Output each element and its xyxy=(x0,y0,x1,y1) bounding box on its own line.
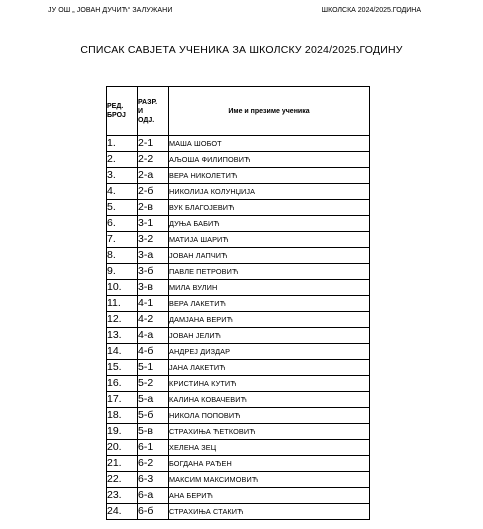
table-row xyxy=(107,488,370,504)
row-number: 12. xyxy=(107,312,138,328)
table-row xyxy=(107,408,370,424)
row-class: 3-б xyxy=(138,264,169,280)
column-header-name: Име и презиме ученика xyxy=(169,87,370,136)
table-row xyxy=(107,376,370,392)
row-number: 20. xyxy=(107,440,138,456)
row-number: 22. xyxy=(107,472,138,488)
row-class: 5-а xyxy=(138,392,169,408)
row-student-name: АЉОША ФИЛИПОВИЋ xyxy=(169,152,370,168)
row-class: 2-в xyxy=(138,200,169,216)
school-year: ШКОЛСКА 2024/2025.ГОДИНА xyxy=(321,7,421,14)
row-class: 4-2 xyxy=(138,312,169,328)
column-header-number xyxy=(107,87,138,136)
row-student-name: МАТИЈА ШАРИЋ xyxy=(169,232,370,248)
row-student-name: МАША ШОБОТ xyxy=(169,136,370,152)
row-student-name: ЈОВАН ЈЕЛИЋ xyxy=(169,328,370,344)
column-header-number-line: РЕД. xyxy=(107,103,124,110)
column-header-class-line: РАЗР. xyxy=(138,98,158,106)
document-title: СПИСАК САВЈЕТА УЧЕНИКА ЗА ШКОЛСКУ 2024/2025.ГОДИНУ xyxy=(80,44,403,56)
table-row xyxy=(107,296,370,312)
column-header-number-line: БРОЈ xyxy=(107,112,126,119)
table-row xyxy=(107,216,370,232)
column-header-class-line: ОДЈ. xyxy=(138,116,155,124)
row-class: 3-а xyxy=(138,248,169,264)
row-class: 3-1 xyxy=(138,216,169,232)
row-student-name: ЈОВАН ЛАПЧИЋ xyxy=(169,248,370,264)
row-class: 4-б xyxy=(138,344,169,360)
row-student-name: МИЛА ВУЛИН xyxy=(169,280,370,296)
school-name: ЈУ ОШ „ ЈОВАН ДУЧИЋ“ ЗАЛУЖАНИ xyxy=(48,7,173,14)
table-body xyxy=(107,136,370,520)
row-class: 2-б xyxy=(138,184,169,200)
table-row xyxy=(107,248,370,264)
row-student-name: МАКСИМ МАКСИМОВИЋ xyxy=(169,472,370,488)
row-number: 14. xyxy=(107,344,138,360)
table-row xyxy=(107,200,370,216)
table-row xyxy=(107,360,370,376)
row-class: 5-в xyxy=(138,424,169,440)
row-student-name: ДАМЈАНА ВЕРИЋ xyxy=(169,312,370,328)
row-student-name: НИКОЛА ПОПОВИЋ xyxy=(169,408,370,424)
row-student-name: ВЕРА ЛАКЕТИЋ xyxy=(169,296,370,312)
row-student-name: ВУК БЛАГОЈЕВИЋ xyxy=(169,200,370,216)
table-row xyxy=(107,136,370,152)
row-class: 3-2 xyxy=(138,232,169,248)
table-row xyxy=(107,232,370,248)
row-number: 16. xyxy=(107,376,138,392)
row-class: 2-1 xyxy=(138,136,169,152)
row-student-name: КРИСТИНА КУТИЋ xyxy=(169,376,370,392)
row-class: 2-а xyxy=(138,168,169,184)
row-number: 23. xyxy=(107,488,138,504)
row-number: 6. xyxy=(107,216,138,232)
row-number: 18. xyxy=(107,408,138,424)
row-number: 15. xyxy=(107,360,138,376)
table-row xyxy=(107,344,370,360)
row-class: 6-2 xyxy=(138,456,169,472)
row-number: 4. xyxy=(107,184,138,200)
row-student-name: ВЕРА НИКОЛЕТИЋ xyxy=(169,168,370,184)
row-student-name: ХЕЛЕНА ЗЕЦ xyxy=(169,440,370,456)
row-number: 8. xyxy=(107,248,138,264)
table-row xyxy=(107,280,370,296)
row-student-name: БОГДАНА РАЂЕН xyxy=(169,456,370,472)
row-number: 13. xyxy=(107,328,138,344)
table-row xyxy=(107,424,370,440)
row-number: 2. xyxy=(107,152,138,168)
row-class: 6-3 xyxy=(138,472,169,488)
row-class: 6-1 xyxy=(138,440,169,456)
row-number: 1. xyxy=(107,136,138,152)
row-class: 5-1 xyxy=(138,360,169,376)
row-class: 4-1 xyxy=(138,296,169,312)
row-student-name: АНДРЕЈ ДИЗДАР xyxy=(169,344,370,360)
table-row xyxy=(107,440,370,456)
row-class: 3-в xyxy=(138,280,169,296)
table-row xyxy=(107,392,370,408)
table-row xyxy=(107,168,370,184)
table-row xyxy=(107,152,370,168)
row-number: 5. xyxy=(107,200,138,216)
row-class: 6-б xyxy=(138,504,169,520)
row-number: 7. xyxy=(107,232,138,248)
row-student-name: КАЛИНА КОВАЧЕВИЋ xyxy=(169,392,370,408)
row-number: 21. xyxy=(107,456,138,472)
table-row xyxy=(107,456,370,472)
table-row xyxy=(107,184,370,200)
row-number: 24. xyxy=(107,504,138,520)
row-number: 11. xyxy=(107,296,138,312)
column-header-class-line: И xyxy=(138,107,144,115)
row-student-name: ЈАНА ЛАКЕТИЋ xyxy=(169,360,370,376)
row-class: 5-2 xyxy=(138,376,169,392)
row-class: 5-б xyxy=(138,408,169,424)
column-header-class xyxy=(138,87,169,136)
table-row xyxy=(107,504,370,520)
row-student-name: АНА БЕРИЋ xyxy=(169,488,370,504)
row-number: 9. xyxy=(107,264,138,280)
row-number: 17. xyxy=(107,392,138,408)
row-number: 3. xyxy=(107,168,138,184)
row-number: 19. xyxy=(107,424,138,440)
row-number: 10. xyxy=(107,280,138,296)
row-class: 2-2 xyxy=(138,152,169,168)
row-student-name: ДУЊА БАБИЋ xyxy=(169,216,370,232)
row-student-name: НИКОЛИЈА КОЛУНЏИЈА xyxy=(169,184,370,200)
row-student-name: СТРАХИЊА СТАКИЋ xyxy=(169,504,370,520)
table-row xyxy=(107,264,370,280)
row-student-name: ПАВЛЕ ПЕТРОВИЋ xyxy=(169,264,370,280)
student-council-table xyxy=(106,86,370,520)
row-class: 6-а xyxy=(138,488,169,504)
table-row xyxy=(107,312,370,328)
row-student-name: СТРАХИЊА ЋЕТКОВИЋ xyxy=(169,424,370,440)
table-row xyxy=(107,472,370,488)
row-class: 4-а xyxy=(138,328,169,344)
table-header-row xyxy=(107,87,370,136)
table-row xyxy=(107,328,370,344)
